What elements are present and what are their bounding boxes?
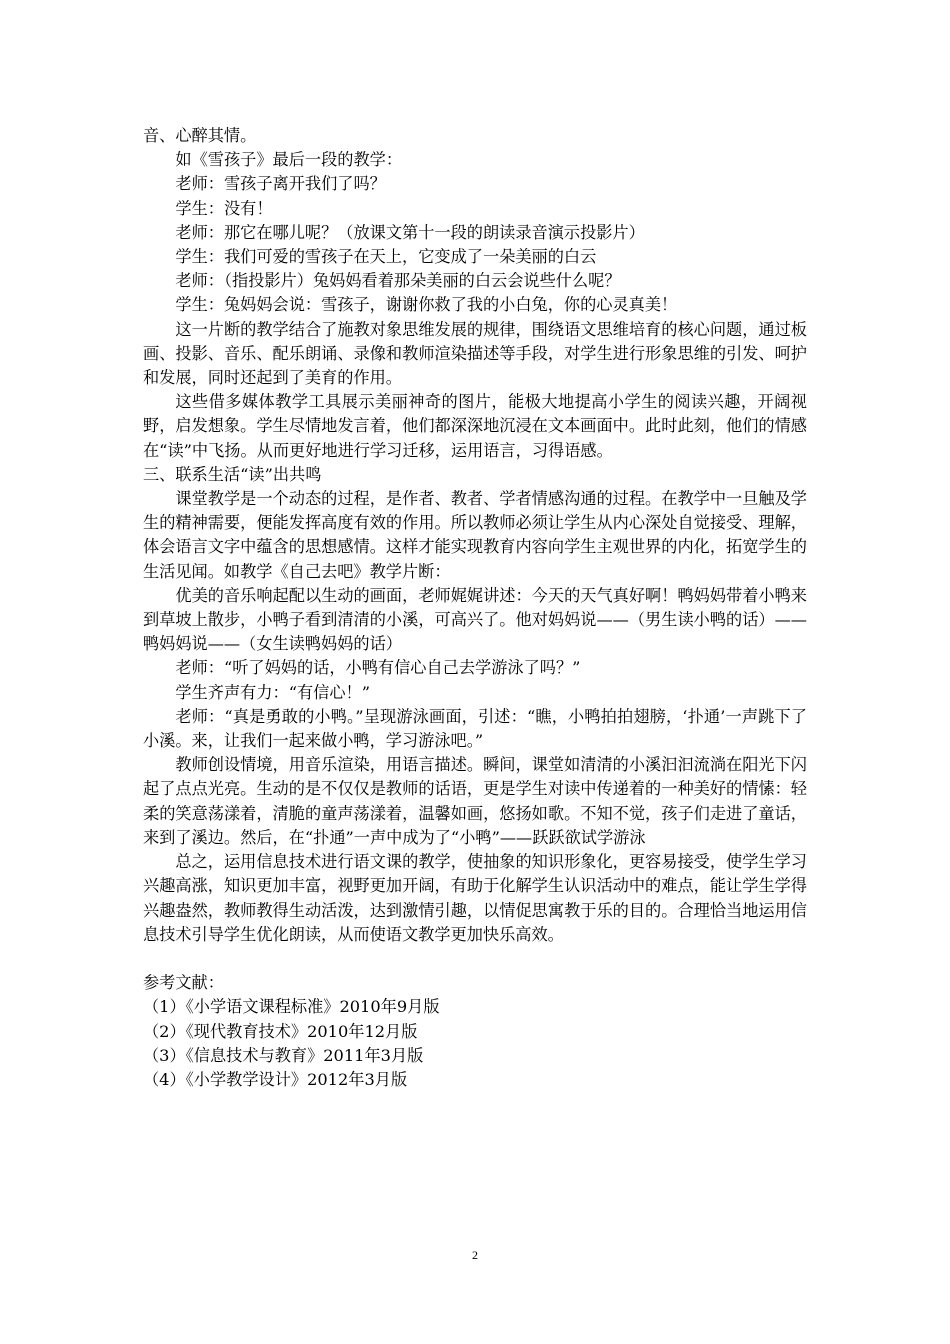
document-body [143,124,807,1092]
references-title: 参考文献： [143,973,224,993]
section-heading: 三、联系生活“读”出共鸣 [143,464,322,484]
dialogue-line: 老师：“真是勇敢的小鸭。”呈现游泳画面，引述：“瞧，小鸭拍拍翅膀，‘扑通’一声跳下了小溪。来，让我们一起来做小鸭，学习游泳吧。” [143,706,807,751]
dialogue-line: 学生齐声有力：“有信心！” [175,682,371,702]
paragraph: 总之，运用信息技术进行语文课的教学，使抽象的知识形象化，更容易接受，使学生学习兴趣高涨，知识更加丰富，视野更加开阔，有助于化解学生认识活动中的难点，能让学生学得兴趣盎然，教师教得生动活泼，达到激情引趣，以情促思寓教于乐的目的。合理恰当地运用信息技术引导学生优化朗读，从而使语文教学更加快乐高效。 [143,852,807,944]
paragraph: 这些借多媒体教学工具展示美丽神奇的图片，能极大地提高小学生的阅读兴趣，开阔视野，启发想象。学生尽情地发言着，他们都深深地沉浸在文本画面中。此时此刻，他们的情感在“读”中飞扬。从而更好地进行学习迁移，运用语言，习得语感。 [143,392,807,460]
paragraph: 音、心醉其情。 [143,126,257,145]
reference-item: （1）《小学语文课程标准》2010年9月版 [143,997,440,1017]
dialogue-line: 学生：我们可爱的雪孩子在天上，它变成了一朵美丽的白云 [175,247,597,267]
dialogue-line: 老师：“听了妈妈的话，小鸭有信心自己去学游泳了吗？” [175,658,581,678]
blank-line [143,947,807,971]
paragraph: 教师创设情境，用音乐渲染，用语言描述。瞬间，课堂如清清的小溪汩汩流淌在阳光下闪起了点点光亮。生动的是不仅仅是教师的话语，更是学生对读中传递着的一种美好的情愫：轻柔的笑意荡漾着，清脆的童声荡漾着，温馨如画，悠扬如歌。不知不觉，孩子们走进了童话，来到了溪边。然后，在“扑通”一声中成为了“小鸭”——跃跃欲试学游泳 [143,755,807,847]
dialogue-line: 学生：没有！ [175,198,273,218]
dialogue-line: 老师：雪孩子离开我们了吗？ [175,174,386,194]
paragraph: 这一片断的教学结合了施教对象思维发展的规律，围绕语文思维培育的核心问题，通过板画、投影、音乐、配乐朗诵、录像和教师渲染描述等手段，对学生进行形象思维的引发、呵护和发展，同时还起到了美育的作用。 [143,319,807,388]
reference-item: （2）《现代教育技术》2010年12月版 [143,1021,418,1041]
dialogue-line: 学生：兔妈妈会说：雪孩子，谢谢你救了我的小白兔，你的心灵真美！ [175,295,678,315]
dialogue-line: 老师：那它在哪儿呢？（放课文第十一段的朗读录音演示投影片） [175,222,645,242]
paragraph: 如《雪孩子》最后一段的教学： [175,150,403,170]
dialogue-line: 老师：（指投影片）兔妈妈看着那朵美丽的白云会说些什么呢？ [175,271,621,291]
reference-item: （4）《小学教学设计》2012年3月版 [143,1069,408,1089]
page-number: 2 [472,1248,478,1262]
reference-item: （3）《信息技术与教育》2011年3月版 [143,1045,424,1065]
paragraph: 优美的音乐响起配以生动的画面，老师娓娓讲述：今天的天气真好啊！鸭妈妈带着小鸭来到草坡上散步，小鸭子看到清清的小溪，可高兴了。他对妈妈说——（男生读小鸭的话）——鸭妈妈说——（女生读鸭妈妈的话） [143,585,807,654]
paragraph: 课堂教学是一个动态的过程，是作者、教者、学者情感沟通的过程。在教学中一旦触及学生的精神需要，便能发挥高度有效的作用。所以教师必须让学生从内心深处自觉接受、理解，体会语言文字中蕴含的思想感情。这样才能实现教育内容向学生主观世界的内化，拓宽学生的生活见闻。如教学《自己去吧》教学片断： [143,489,807,581]
